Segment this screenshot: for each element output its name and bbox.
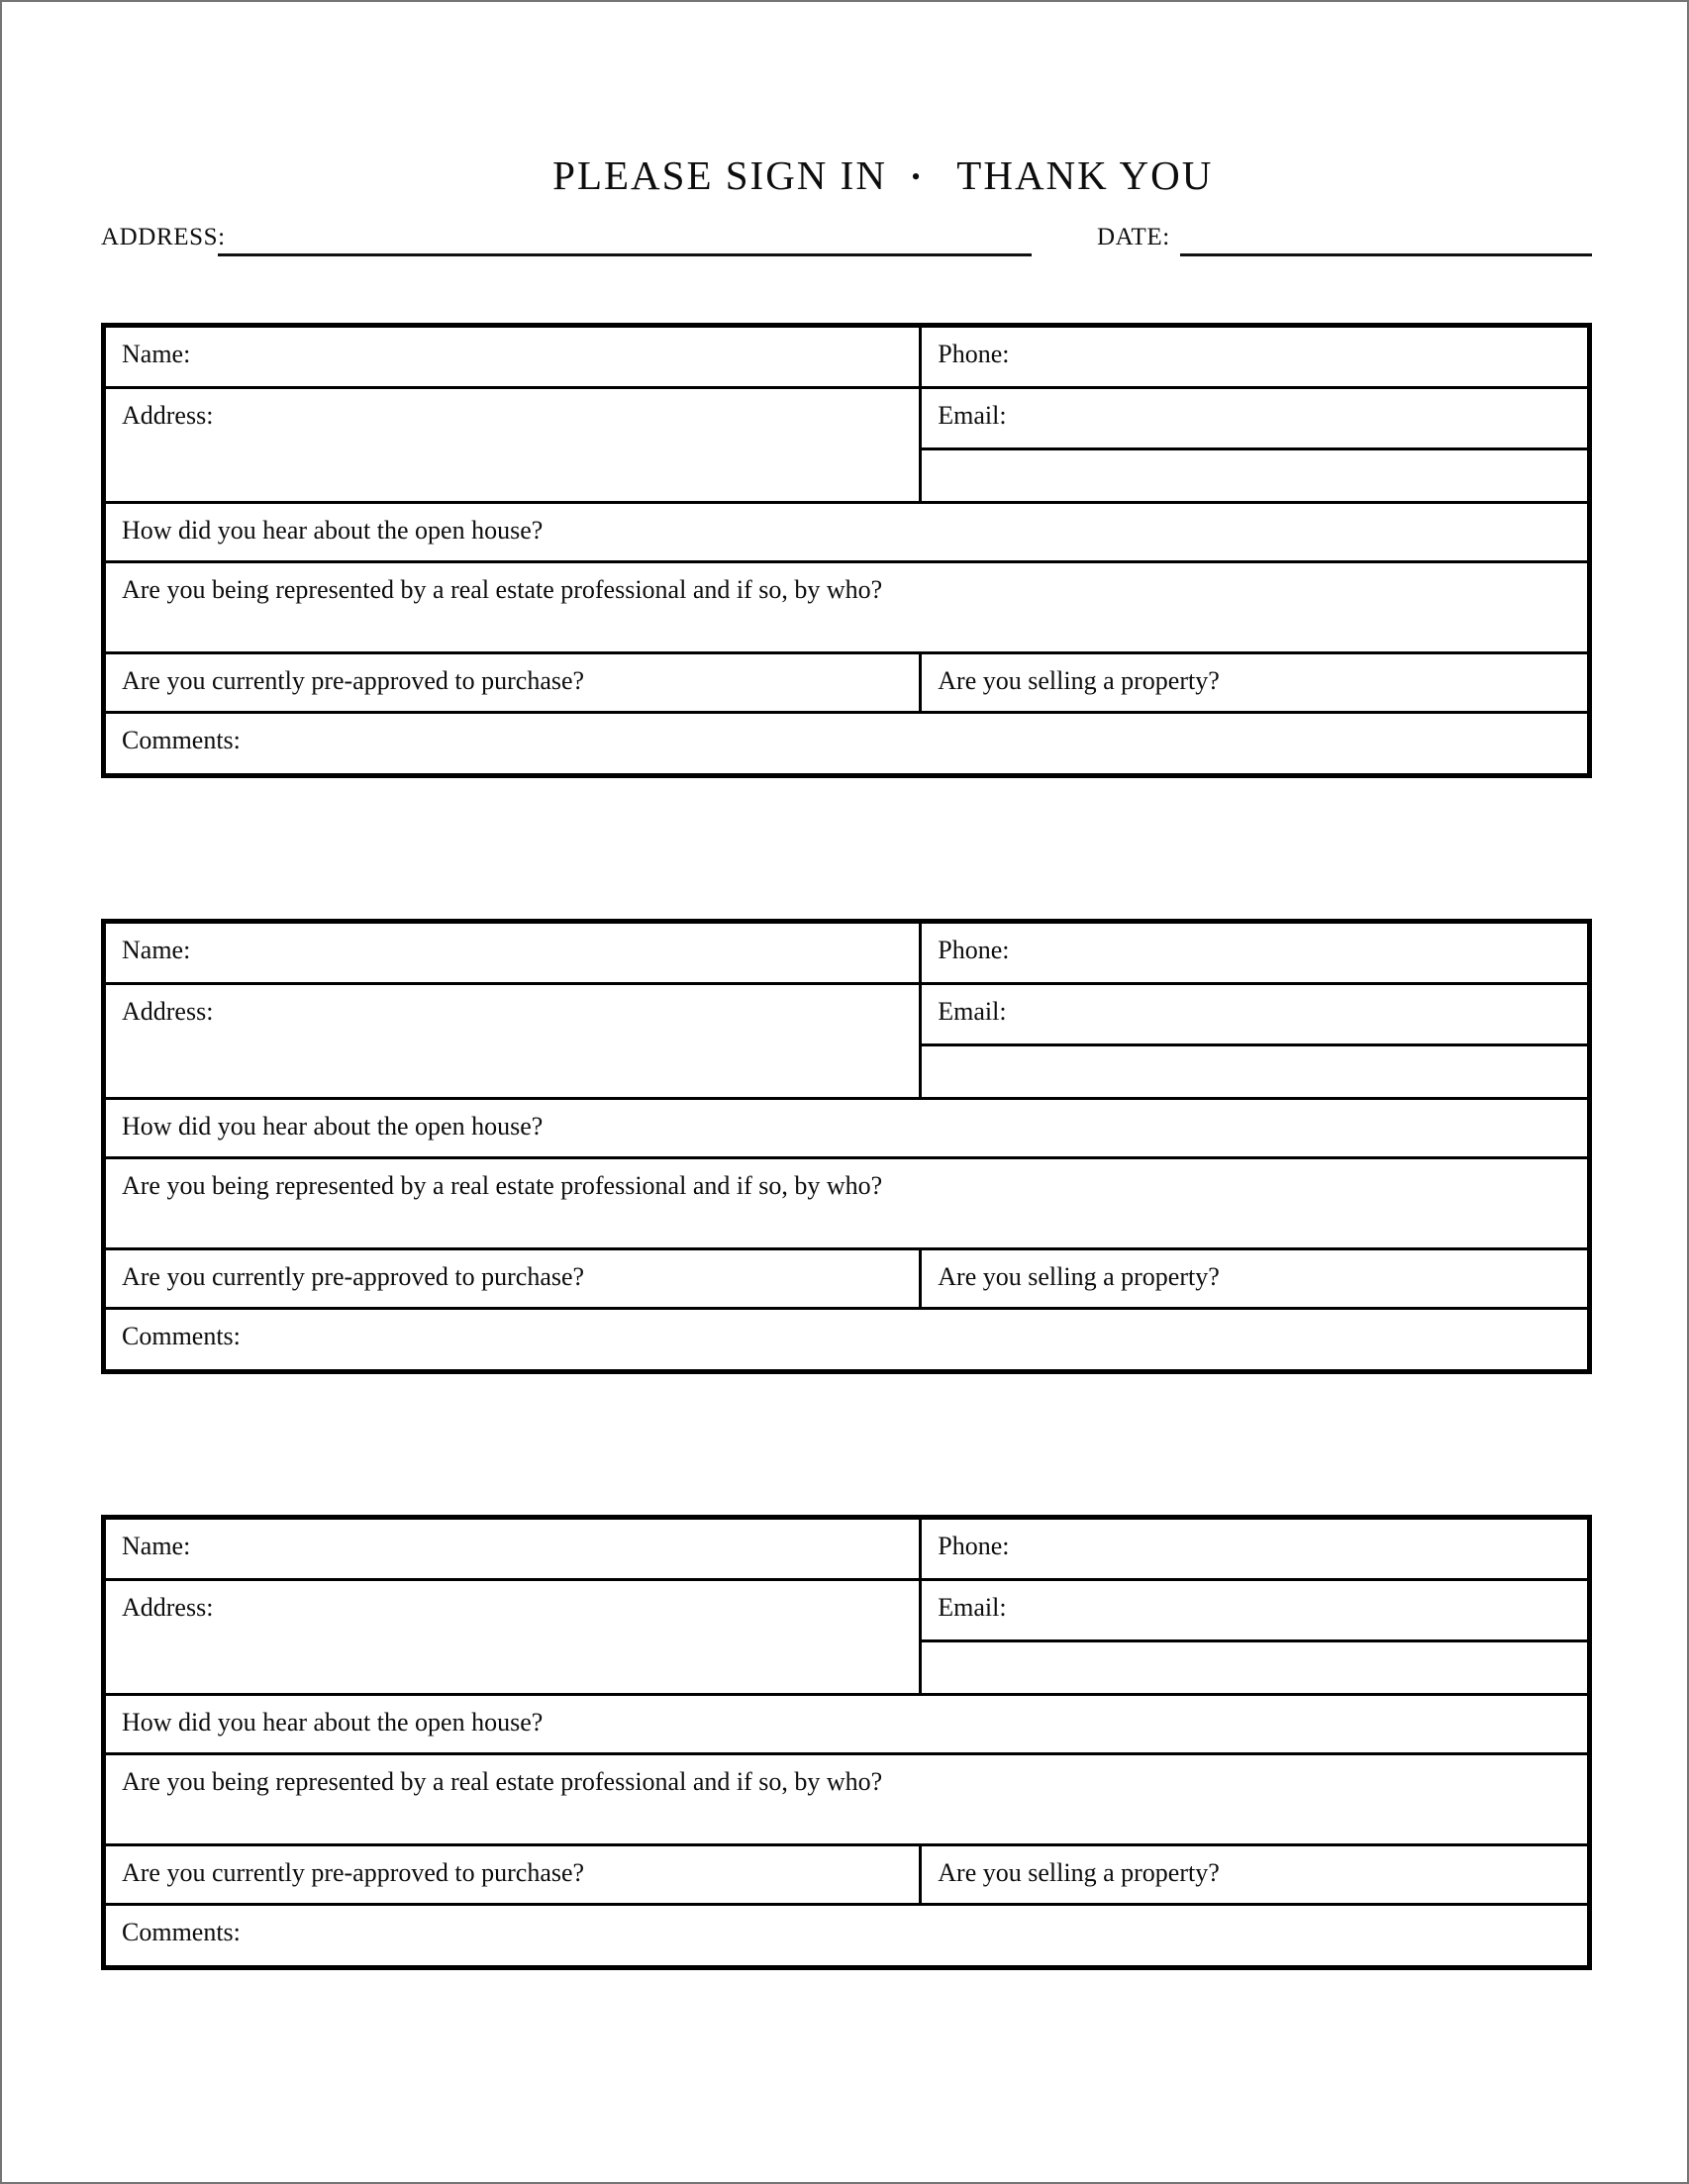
email-overflow-cell[interactable]: [922, 1642, 1587, 1696]
question-hear-cell[interactable]: [106, 1696, 1587, 1755]
title-bullet-icon: •: [911, 162, 921, 191]
question-hear-label: How did you hear about the open house?: [122, 1708, 544, 1737]
question-preapproved-cell[interactable]: [106, 654, 922, 714]
address-email-row: [106, 389, 1587, 504]
question-selling-label: Are you selling a property?: [938, 666, 1220, 695]
email-column: [922, 1581, 1587, 1696]
phone-cell[interactable]: [922, 1520, 1587, 1581]
name-phone-row: [106, 328, 1587, 389]
email-label: Email:: [938, 401, 1007, 430]
phone-label: Phone:: [938, 1532, 1010, 1560]
email-column: [922, 985, 1587, 1100]
address-email-row: [106, 985, 1587, 1100]
question-selling-cell[interactable]: [922, 1250, 1587, 1310]
question-preapproved-cell[interactable]: [106, 1846, 922, 1906]
question-hear-label: How did you hear about the open house?: [122, 1112, 544, 1141]
comments-label: Comments:: [122, 726, 241, 754]
question-preapproved-label: Are you currently pre-approved to purchase?: [122, 1858, 585, 1887]
question-selling-label: Are you selling a property?: [938, 1262, 1220, 1291]
address-label: Address:: [122, 1593, 214, 1622]
header-fields-row: [101, 214, 1592, 256]
name-cell[interactable]: [106, 1520, 922, 1581]
email-overflow-cell[interactable]: [922, 1046, 1587, 1100]
header-address-label: ADDRESS:: [101, 224, 226, 250]
email-overflow-cell[interactable]: [922, 450, 1587, 504]
comments-cell[interactable]: [106, 1906, 1587, 1965]
question-hear-cell[interactable]: [106, 1100, 1587, 1159]
email-cell[interactable]: [922, 389, 1587, 450]
question-selling-cell[interactable]: [922, 654, 1587, 714]
question-represented-row: [106, 1755, 1587, 1846]
question-hear-row: [106, 504, 1587, 563]
email-cell[interactable]: [922, 1581, 1587, 1642]
comments-label: Comments:: [122, 1918, 241, 1946]
signin-block: [101, 323, 1592, 778]
comments-cell[interactable]: [106, 714, 1587, 773]
question-represented-label: Are you being represented by a real estate professional and if so, by who?: [122, 1171, 883, 1200]
name-cell[interactable]: [106, 328, 922, 389]
name-phone-row: [106, 1520, 1587, 1581]
name-phone-row: [106, 924, 1587, 985]
phone-label: Phone:: [938, 340, 1010, 368]
title-secondary-text: THANK YOU: [956, 152, 1214, 198]
address-label: Address:: [122, 997, 214, 1026]
question-preapproved-label: Are you currently pre-approved to purchase?: [122, 1262, 585, 1291]
comments-row: [106, 714, 1587, 773]
question-represented-cell[interactable]: [106, 563, 1587, 654]
email-cell[interactable]: [922, 985, 1587, 1046]
address-email-row: [106, 1581, 1587, 1696]
email-label: Email:: [938, 1593, 1007, 1622]
question-represented-cell[interactable]: [106, 1755, 1587, 1846]
signin-block: [101, 1515, 1592, 1970]
phone-cell[interactable]: [922, 924, 1587, 985]
question-hear-cell[interactable]: [106, 504, 1587, 563]
comments-row: [106, 1310, 1587, 1369]
phone-label: Phone:: [938, 936, 1010, 964]
preapproved-selling-row: [106, 1250, 1587, 1310]
header-address-field[interactable]: [101, 214, 1032, 256]
header-date-label: DATE:: [1097, 224, 1170, 250]
header-address-writeline[interactable]: [218, 214, 1032, 256]
question-represented-cell[interactable]: [106, 1159, 1587, 1250]
name-label: Name:: [122, 1532, 191, 1560]
email-column: [922, 389, 1587, 504]
email-label: Email:: [938, 997, 1007, 1026]
question-hear-row: [106, 1100, 1587, 1159]
header-date-writeline[interactable]: [1180, 214, 1592, 256]
name-label: Name:: [122, 936, 191, 964]
question-selling-label: Are you selling a property?: [938, 1858, 1220, 1887]
signin-block: [101, 919, 1592, 1374]
name-cell[interactable]: [106, 924, 922, 985]
preapproved-selling-row: [106, 654, 1587, 714]
question-represented-row: [106, 1159, 1587, 1250]
address-cell[interactable]: [106, 1581, 922, 1696]
title-main-text: PLEASE SIGN IN: [552, 152, 887, 198]
question-preapproved-label: Are you currently pre-approved to purchase?: [122, 666, 585, 695]
address-label: Address:: [122, 401, 214, 430]
address-cell[interactable]: [106, 389, 922, 504]
question-selling-cell[interactable]: [922, 1846, 1587, 1906]
preapproved-selling-row: [106, 1846, 1587, 1906]
question-preapproved-cell[interactable]: [106, 1250, 922, 1310]
comments-label: Comments:: [122, 1322, 241, 1350]
comments-row: [106, 1906, 1587, 1965]
question-represented-label: Are you being represented by a real estate professional and if so, by who?: [122, 575, 883, 604]
phone-cell[interactable]: [922, 328, 1587, 389]
question-represented-row: [106, 563, 1587, 654]
comments-cell[interactable]: [106, 1310, 1587, 1369]
question-hear-row: [106, 1696, 1587, 1755]
name-label: Name:: [122, 340, 191, 368]
address-cell[interactable]: [106, 985, 922, 1100]
header-date-field[interactable]: [1097, 214, 1592, 256]
question-represented-label: Are you being represented by a real estate professional and if so, by who?: [122, 1767, 883, 1796]
question-hear-label: How did you hear about the open house?: [122, 516, 544, 545]
